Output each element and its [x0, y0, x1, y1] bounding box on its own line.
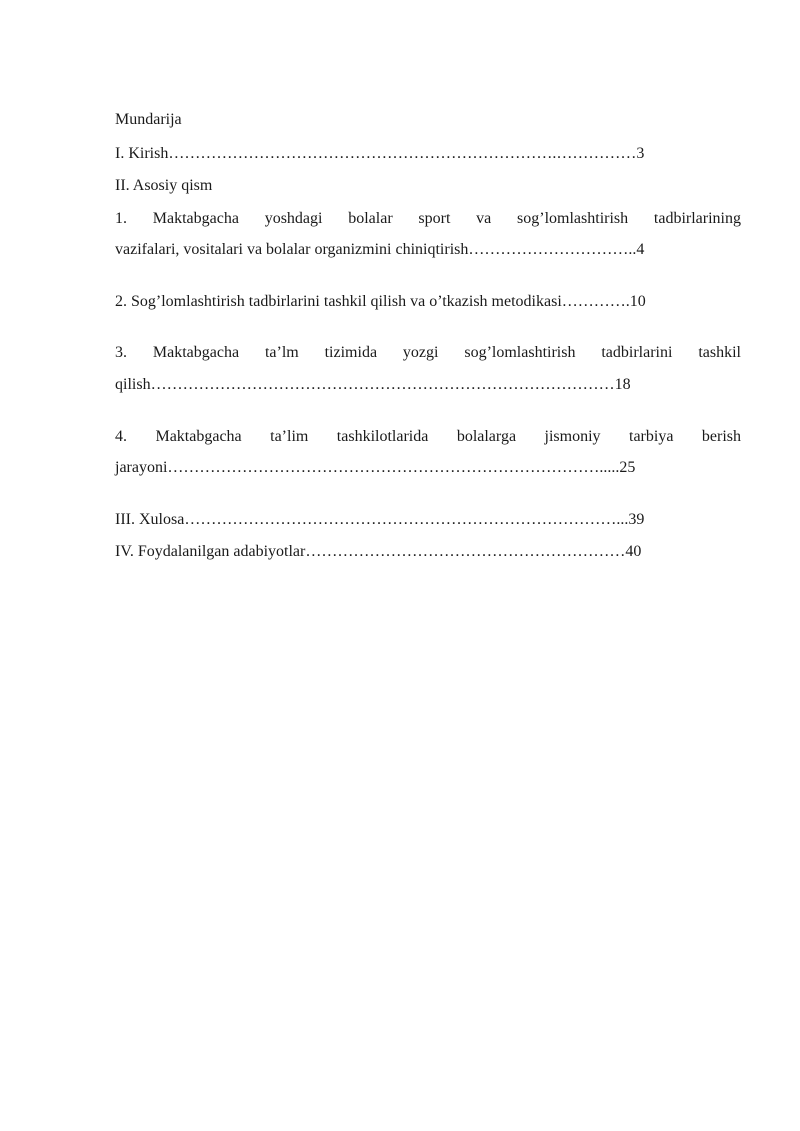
toc-heading: Mundarija [115, 111, 182, 128]
toc-entry-4-line-2: jarayoni……………………………………………………………………….....25 [115, 459, 636, 476]
toc-entry-1-line-1: 1. Maktabgacha yoshdagi bolalar sport va sog’lomlashtirish tadbirlarining [115, 210, 741, 227]
toc-entry-asosiy-qism: II. Asosiy qism [115, 177, 213, 194]
toc-entry-3-line-1: 3. Maktabgacha ta’lm tizimida yozgi sog’lomlashtirish tadbirlarini tashkil [115, 344, 741, 361]
toc-entry-xulosa: III. Xulosa………………………………………………………………………...39 [115, 511, 645, 528]
toc-entry-adabiyotlar: IV. Foydalanilgan adabiyotlar……………………………………………………40 [115, 543, 642, 560]
toc-entry-4-line-1: 4. Maktabgacha ta’lim tashkilotlarida bolalarga jismoniy tarbiya berish [115, 428, 741, 445]
toc-entry-2: 2. Sog’lomlashtirish tadbirlarini tashkil qilish va o’tkazish metodikasi………….10 [115, 293, 646, 310]
toc-entry-kirish: I. Kirish……………………………………………………………….……………3 [115, 145, 645, 162]
toc-entry-3-line-2: qilish……………………………………………………………………………18 [115, 376, 631, 393]
toc-entry-1-line-2: vazifalari, vositalari va bolalar organizmini chiniqtirish…………………………..4 [115, 241, 645, 258]
